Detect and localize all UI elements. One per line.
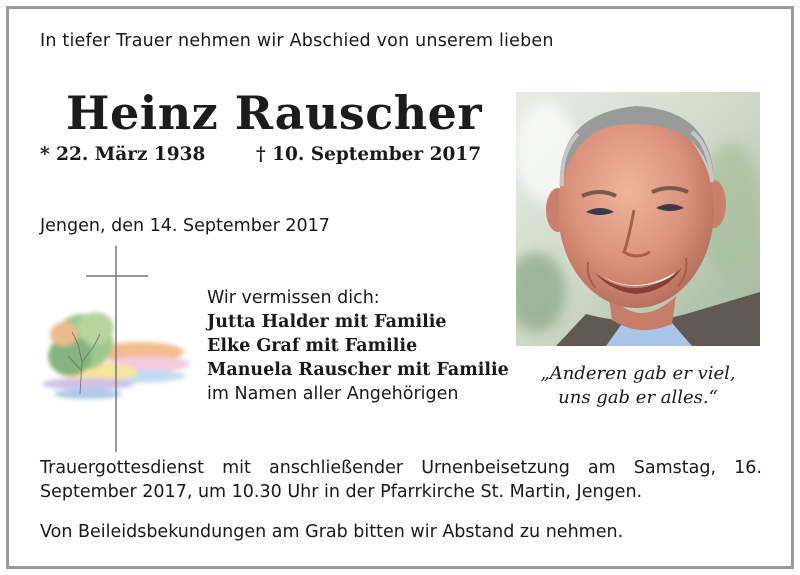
condolence-note: Von Beileidsbekundungen am Grab bitten wir Abstand zu nehmen. [40, 522, 624, 542]
service-announcement: Trauergottesdienst mit anschließender Urnenbeisetzung am Samstag, 16. September 2017, um 10.30 Uhr in der Pfarrkirche St. Martin, Jengen. [40, 458, 762, 502]
quote-line: uns gab er alles.“ [558, 387, 718, 408]
mourner-name: Elke Graf mit Familie [207, 336, 418, 356]
birth-date: * 22. März 1938 [40, 144, 206, 165]
deceased-name: Heinz Rauscher [66, 86, 483, 140]
death-date: † 10. September 2017 [256, 144, 482, 165]
mourners-block [207, 286, 509, 406]
place-date: Jengen, den 14. September 2017 [40, 216, 330, 236]
mourners-heading: Wir vermissen dich: [207, 288, 380, 308]
watercolor-tree-artwork [28, 244, 196, 454]
mourners-closing: im Namen aller Angehörigen [207, 384, 459, 404]
intro-line: In tiefer Trauer nehmen wir Abschied von unserem lieben [40, 31, 554, 51]
quote-line: „Anderen gab er viel, [540, 363, 736, 384]
mourner-name: Manuela Rauscher mit Familie [207, 360, 509, 380]
quote [516, 362, 760, 410]
mourner-name: Jutta Halder mit Familie [207, 312, 447, 332]
portrait-photo [516, 92, 760, 346]
